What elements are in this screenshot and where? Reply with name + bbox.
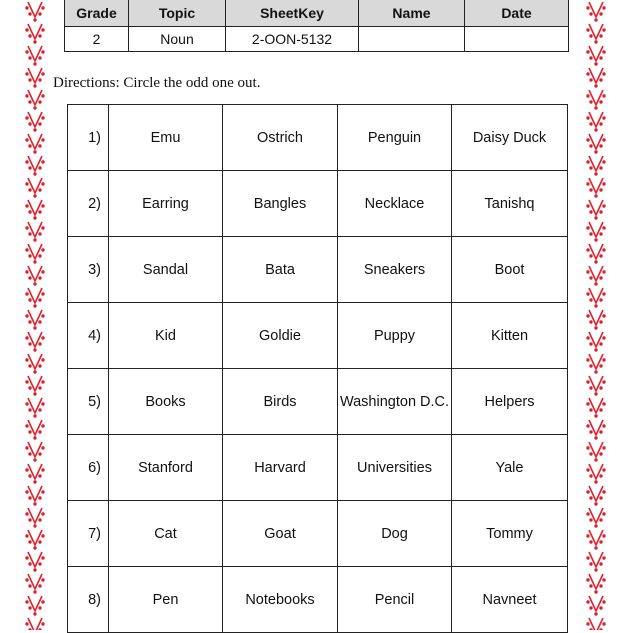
answer-option[interactable]: Yale <box>452 435 568 501</box>
answer-option[interactable]: Stanford <box>109 435 223 501</box>
question-row <box>68 501 568 567</box>
answer-option[interactable]: Boot <box>452 237 568 303</box>
answer-option[interactable]: Penguin <box>338 105 452 171</box>
directions-text: Directions: Circle the odd one out. <box>53 75 261 91</box>
answer-option[interactable]: Sandal <box>109 237 223 303</box>
answer-option[interactable]: Bangles <box>223 171 338 237</box>
answer-option[interactable]: Kid <box>109 303 223 369</box>
question-number: 6) <box>68 435 109 501</box>
heart-border-icon <box>24 0 46 630</box>
question-row <box>68 435 568 501</box>
question-row <box>68 567 568 633</box>
answer-option[interactable]: Sneakers <box>338 237 452 303</box>
question-row <box>68 303 568 369</box>
topic-value: Noun <box>129 27 226 52</box>
answer-option[interactable]: Puppy <box>338 303 452 369</box>
question-row <box>68 369 568 435</box>
heart-border-icon <box>585 0 607 630</box>
question-number: 2) <box>68 171 109 237</box>
answer-option[interactable]: Kitten <box>452 303 568 369</box>
decorative-border-right <box>585 0 607 630</box>
answer-option[interactable]: Necklace <box>338 171 452 237</box>
answer-option[interactable]: Earring <box>109 171 223 237</box>
answer-option[interactable]: Books <box>109 369 223 435</box>
question-number: 1) <box>68 105 109 171</box>
topic-header: Topic <box>129 0 226 27</box>
answer-option[interactable]: Harvard <box>223 435 338 501</box>
info-header-row <box>65 0 569 27</box>
answer-option[interactable]: Universities <box>338 435 452 501</box>
answer-option[interactable]: Dog <box>338 501 452 567</box>
answer-option[interactable]: Pen <box>109 567 223 633</box>
answer-option[interactable]: Washington D.C. <box>338 369 452 435</box>
date-field[interactable] <box>465 27 569 52</box>
question-row <box>68 171 568 237</box>
name-header: Name <box>359 0 465 27</box>
question-number: 4) <box>68 303 109 369</box>
question-number: 7) <box>68 501 109 567</box>
answer-option[interactable]: Daisy Duck <box>452 105 568 171</box>
answer-option[interactable]: Emu <box>109 105 223 171</box>
question-number: 5) <box>68 369 109 435</box>
sheetkey-value: 2-OON-5132 <box>226 27 359 52</box>
grade-value: 2 <box>65 27 129 52</box>
decorative-border-left <box>24 0 46 630</box>
answer-option[interactable]: Navneet <box>452 567 568 633</box>
answer-option[interactable]: Birds <box>223 369 338 435</box>
answer-option[interactable]: Ostrich <box>223 105 338 171</box>
name-field[interactable] <box>359 27 465 52</box>
answer-option[interactable]: Helpers <box>452 369 568 435</box>
answer-option[interactable]: Pencil <box>338 567 452 633</box>
question-row <box>68 105 568 171</box>
sheetkey-header: SheetKey <box>226 0 359 27</box>
answer-option[interactable]: Bata <box>223 237 338 303</box>
worksheet-info-table <box>64 0 569 52</box>
grade-header: Grade <box>65 0 129 27</box>
info-value-row <box>65 27 569 52</box>
answer-option[interactable]: Tommy <box>452 501 568 567</box>
question-row <box>68 237 568 303</box>
answer-option[interactable]: Tanishq <box>452 171 568 237</box>
question-number: 8) <box>68 567 109 633</box>
answer-option[interactable]: Goldie <box>223 303 338 369</box>
question-number: 3) <box>68 237 109 303</box>
odd-one-out-table <box>67 104 568 633</box>
answer-option[interactable]: Goat <box>223 501 338 567</box>
date-header: Date <box>465 0 569 27</box>
answer-option[interactable]: Notebooks <box>223 567 338 633</box>
answer-option[interactable]: Cat <box>109 501 223 567</box>
